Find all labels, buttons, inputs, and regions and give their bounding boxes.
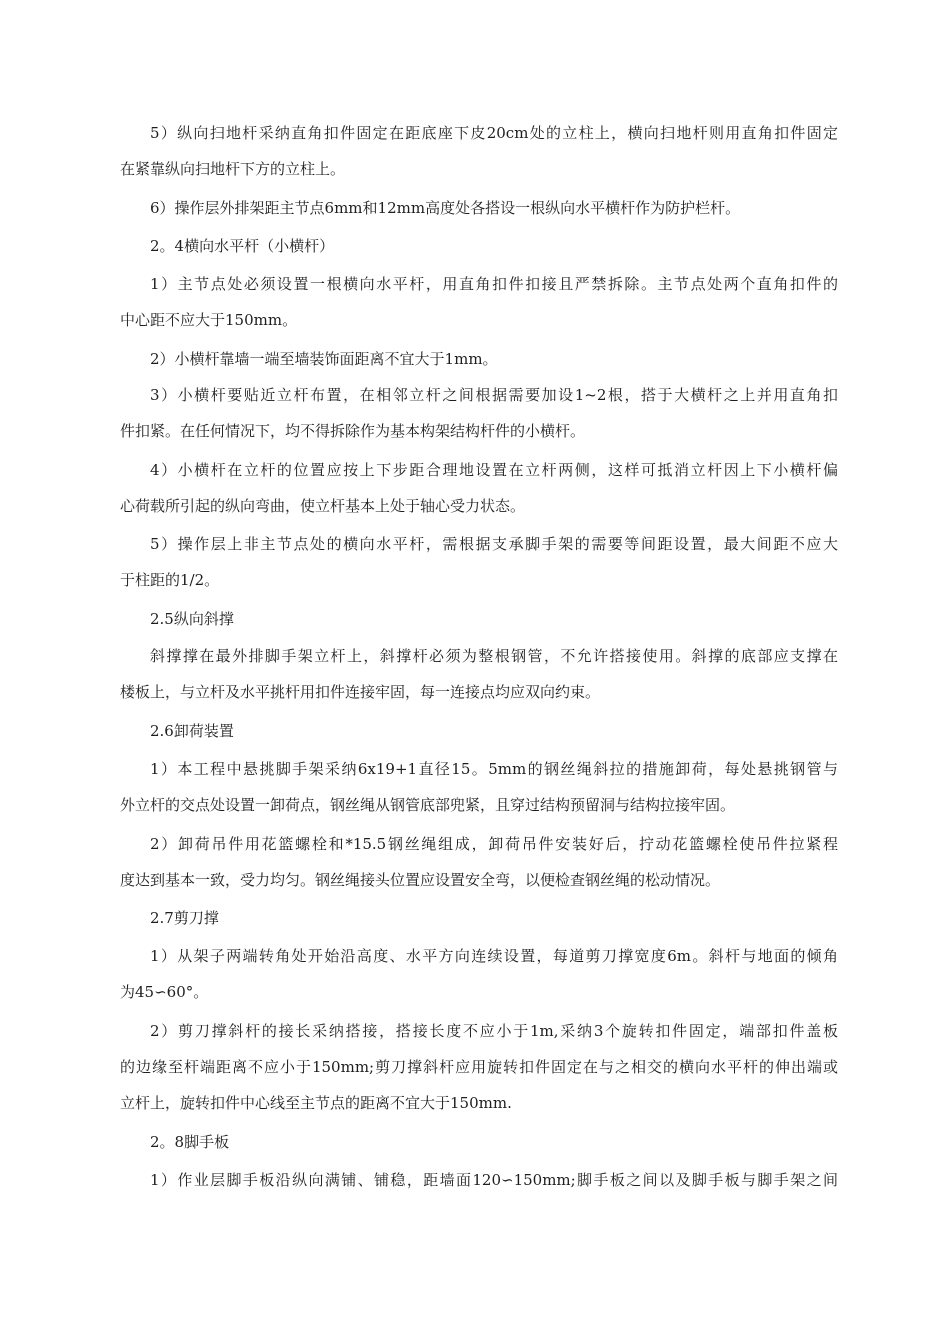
section-heading-2-6: [120, 713, 838, 749]
text-line: 5）纵向扫地杆采纳直角扣件固定在距底座下皮20cm处的立柱上，横向扫地杆则用直角扣件固定: [150, 124, 838, 142]
paragraph-scissor-brace-layout: [120, 938, 838, 1010]
text-line: 楼板上，与立杆及水平挑杆用扣件连接牢固，每一连接点均应双向约束。: [120, 683, 601, 701]
text-line: 在紧靠纵向扫地杆下方的立柱上。: [120, 160, 346, 178]
section-heading: 2。4横向水平杆（小横杆）: [150, 237, 335, 255]
text-line: 5）操作层上非主节点处的横向水平杆，需根据支承脚手架的需要等间距设置，最大间距不应大: [150, 535, 838, 553]
section-heading-2-8: [120, 1124, 838, 1160]
text-line: 2）剪刀撑斜杆的接长采纳搭接，搭接长度不应小于1m,采纳3个旋转扣件固定，端部扣件盖板: [150, 1022, 838, 1040]
paragraph-small-crossbar-position: [120, 452, 838, 524]
section-heading: 2.5纵向斜撑: [150, 610, 234, 628]
text-line: 度达到基本一致，受力均匀。钢丝绳接头位置应设置安全弯，以便检查钢丝绳的松动情况。: [120, 871, 721, 889]
text-line: 2）卸荷吊件用花篮螺栓和*15.5钢丝绳组成，卸荷吊件安装好后，拧动花篮螺栓使吊件拉紧程: [150, 835, 838, 853]
text-line: 外立杆的交点处设置一卸荷点，钢丝绳从钢管底部兜紧，且穿过结构预留洞与结构拉接牢固。: [120, 796, 736, 814]
text-line: 6）操作层外排架距主节点6mm和12mm高度处各搭设一根纵向水平横杆作为防护栏杆。: [150, 199, 741, 217]
paragraph-unloading-rope: [120, 751, 838, 823]
paragraph-main-node: [120, 266, 838, 338]
text-line: 心荷载所引起的纵向弯曲，使立杆基本上处于轴心受力状态。: [120, 497, 526, 515]
text-line: 件扣紧。在任何情况下，均不得拆除作为基本构架结构杆件的小横杆。: [120, 422, 586, 440]
paragraph-wall-distance: [120, 341, 838, 377]
text-line: 于柱距的1/2。: [120, 571, 220, 589]
section-heading-2-4: [120, 228, 838, 264]
text-line: 1）本工程中悬挑脚手架采纳6x19+1直径15。5mm的钢丝绳斜拉的措施卸荷，每处悬挑钢管与: [150, 760, 838, 778]
paragraph-scissor-brace-splice: [120, 1013, 838, 1121]
text-line: 的边缘至杆端距离不应小于150mm;剪刀撑斜杆应用旋转扣件固定在与之相交的横向水平杆的伸出端或: [120, 1058, 838, 1076]
paragraph-guardrail: [120, 190, 838, 226]
text-line: 立杆上，旋转扣件中心线至主节点的距离不宜大于150mm.: [120, 1094, 512, 1112]
section-heading-2-7: [120, 900, 838, 936]
text-line: 4）小横杆在立杆的位置应按上下步距合理地设置在立杆两侧，这样可抵消立杆因上下小横杆偏: [150, 461, 838, 479]
text-line: 中心距不应大于150mm。: [120, 311, 298, 329]
section-heading: 2.7剪刀撑: [150, 909, 219, 927]
text-line: 斜撑撑在最外排脚手架立杆上，斜撑杆必须为整根钢管，不允许搭接使用。斜撑的底部应支撑在: [150, 647, 838, 665]
text-line: 为45∽60°。: [120, 983, 209, 1001]
text-line: 3）小横杆要贴近立杆布置，在相邻立杆之间根据需要加设1~2根，搭于大横杆之上并用直角扣: [150, 386, 838, 404]
paragraph-scaffold-board: [120, 1162, 838, 1198]
paragraph-sweep-rod: [120, 115, 838, 187]
section-heading-2-5: [120, 601, 838, 637]
section-heading: 2。8脚手板: [150, 1133, 230, 1151]
paragraph-small-crossbar-layout: [120, 377, 838, 449]
paragraph-diagonal-brace: [120, 638, 838, 710]
text-line: 2）小横杆靠墙一端至墙装饰面距离不宜大于1mm。: [150, 350, 498, 368]
paragraph-non-main-node: [120, 526, 838, 598]
text-line: 1）主节点处必须设置一根横向水平杆，用直角扣件扣接且严禁拆除。主节点处两个直角扣件的: [150, 275, 838, 293]
text-line: 1）从架子两端转角处开始沿高度、水平方向连续设置，每道剪刀撑宽度6m。斜杆与地面的倾角: [150, 947, 838, 965]
text-line: 1）作业层脚手板沿纵向满铺、铺稳，距墙面120∽150mm;脚手板之间以及脚手板与脚手架之间: [150, 1171, 838, 1189]
section-heading: 2.6卸荷装置: [150, 722, 234, 740]
paragraph-unloading-hanger: [120, 826, 838, 898]
